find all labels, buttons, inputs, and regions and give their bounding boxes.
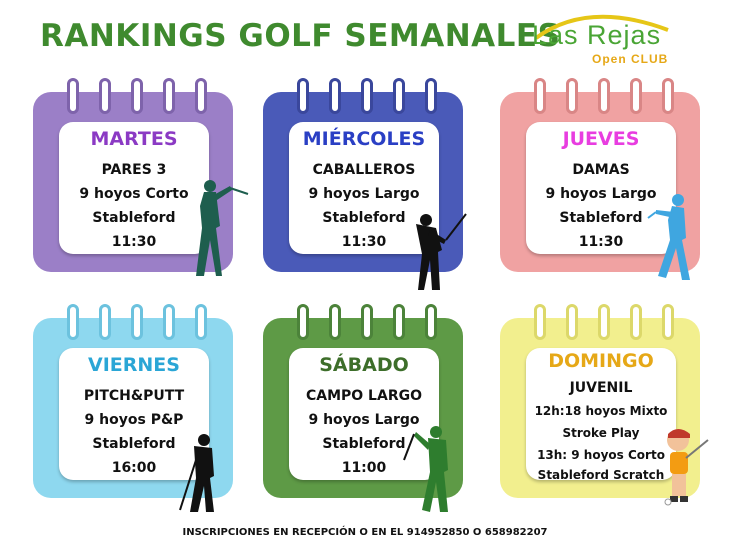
- calendar-ring: [329, 78, 341, 114]
- calendar-card-body: [526, 348, 676, 480]
- calendar-ring: [163, 304, 175, 340]
- event-line: Stableford Scratch: [537, 468, 665, 482]
- event-line: Stroke Play: [562, 426, 640, 440]
- calendar-ring: [393, 78, 405, 114]
- calendar-ring: [630, 304, 642, 340]
- registration-footer: INSCRIPCIONES EN RECEPCIÓN O EN EL 914952850 O 658982207: [182, 527, 548, 538]
- event-line: PARES 3: [101, 162, 167, 178]
- calendar-ring: [662, 78, 674, 114]
- calendar-ring: [99, 78, 111, 114]
- event-line: 9 hoyos Largo: [308, 412, 420, 428]
- golfer-silhouette-icon: [646, 188, 700, 284]
- golfer-kid-icon: [656, 426, 712, 508]
- calendar-ring: [67, 304, 79, 340]
- calendar-ring: [566, 78, 578, 114]
- event-line: 11:30: [111, 234, 157, 250]
- golfer-silhouette-icon: [186, 176, 250, 280]
- calendar-ring: [598, 78, 610, 114]
- calendar-ring: [534, 78, 546, 114]
- day-label: MARTES: [90, 128, 178, 150]
- golfer-silhouette-icon: [406, 210, 472, 292]
- logo-subtitle: Open CLUB: [592, 52, 669, 66]
- page-title: RANKINGS GOLF SEMANALES: [40, 18, 561, 54]
- calendar-ring: [329, 304, 341, 340]
- event-line: 12h:18 hoyos Mixto: [534, 404, 668, 418]
- event-line: 13h: 9 hoyos Corto: [537, 448, 665, 462]
- calendar-ring: [566, 304, 578, 340]
- event-line: 16:00: [111, 460, 157, 476]
- event-line: DAMAS: [572, 162, 630, 178]
- event-line: PITCH&PUTT: [83, 388, 185, 404]
- event-line: Stableford: [92, 436, 176, 452]
- event-line: 11:30: [578, 234, 624, 250]
- event-line: JUVENIL: [569, 380, 633, 396]
- event-line: Stableford: [322, 436, 406, 452]
- event-line: 11:30: [341, 234, 387, 250]
- calendar-ring: [393, 304, 405, 340]
- logo-name: Las Rejas: [532, 20, 662, 50]
- event-line: Stableford: [322, 210, 406, 226]
- day-label: VIERNES: [88, 354, 180, 376]
- calendar-ring: [131, 304, 143, 340]
- event-line: 9 hoyos P&P: [84, 412, 184, 428]
- event-line: 9 hoyos Largo: [308, 186, 420, 202]
- club-logo: [518, 8, 718, 70]
- day-label: DOMINGO: [548, 350, 654, 372]
- day-label: SÁBADO: [319, 354, 409, 376]
- calendar-ring: [195, 78, 207, 114]
- event-line: Stableford: [92, 210, 176, 226]
- calendar-ring: [195, 304, 207, 340]
- golfer-silhouette-icon: [176, 432, 224, 516]
- calendar-ring: [361, 304, 373, 340]
- calendar-ring: [598, 304, 610, 340]
- calendar-ring: [67, 78, 79, 114]
- golfer-silhouette-icon: [402, 424, 462, 516]
- event-line: Stableford: [559, 210, 643, 226]
- calendar-ring: [99, 304, 111, 340]
- calendar-ring: [297, 304, 309, 340]
- event-line: 9 hoyos Corto: [79, 186, 189, 202]
- calendar-ring: [131, 78, 143, 114]
- day-label: JUEVES: [562, 128, 640, 150]
- calendar-ring: [534, 304, 546, 340]
- day-label: MIÉRCOLES: [302, 128, 426, 150]
- event-line: CABALLEROS: [312, 162, 416, 178]
- calendar-ring: [630, 78, 642, 114]
- calendar-ring: [425, 304, 437, 340]
- calendar-ring: [662, 304, 674, 340]
- event-line: 11:00: [341, 460, 387, 476]
- calendar-ring: [163, 78, 175, 114]
- event-line: 9 hoyos Largo: [545, 186, 657, 202]
- calendar-ring: [361, 78, 373, 114]
- event-line: CAMPO LARGO: [305, 388, 422, 404]
- calendar-ring: [425, 78, 437, 114]
- calendar-ring: [297, 78, 309, 114]
